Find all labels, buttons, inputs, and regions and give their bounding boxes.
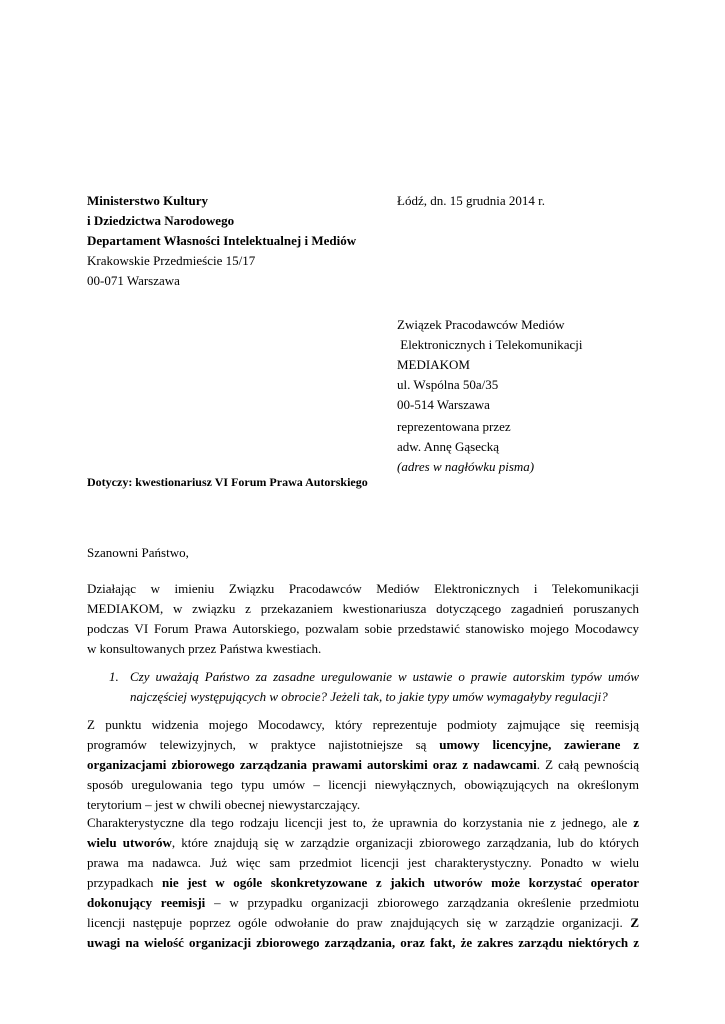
paragraph-line: Z punktu widzenia mojego Mocodawcy, który reprezentuje podmioty zajmujące się reemisją — [87, 717, 639, 732]
recipient-line-street: ul. Wspólna 50a/35 — [397, 377, 499, 392]
emphasis-text: nie jest w ogóle skonkretyzowane z jakich utworów może korzystać operator — [162, 875, 639, 890]
paragraph-text: , które znajdują się w zarządzie organizacji zbiorowego zarządzania, lub do których — [171, 835, 640, 850]
recipient-address — [397, 315, 583, 415]
sender-address — [87, 191, 356, 251]
paragraph-line — [87, 893, 639, 913]
paragraph-line — [87, 735, 639, 755]
paragraph-line — [87, 813, 639, 833]
question-number: 1. — [109, 669, 119, 684]
paragraph-text: – w przypadku organizacji zbiorowego zarządzania określenie przedmiotu — [205, 895, 640, 910]
emphasis-text: wielu utworów — [87, 835, 172, 850]
salutation: Szanowni Państwo, — [87, 545, 189, 560]
letter-subject: Dotyczy: kwestionariusz VI Forum Prawa Autorskiego — [87, 475, 368, 489]
intro-line: podczas VI Forum Prawa Autorskiego, pozwalam sobie przedstawić stanowisko mojego Mocodawcy — [87, 621, 639, 636]
sender-line-heritage: i Dziedzictwa Narodowego — [87, 213, 235, 228]
paragraph-text: przypadkach — [87, 875, 162, 890]
paragraph-line: prawa ma nadawca. Już więc sam przedmiot licencji jest charakterystyczny. Ponadto w wielu — [87, 855, 639, 870]
emphasis-text: umowy licencyjne, zawierane z — [439, 737, 640, 752]
recipient-line-name-cont: Elektronicznych i Telekomunikacji — [397, 337, 583, 352]
sender-street: Krakowskie Przedmieście 15/17 — [87, 253, 256, 268]
emphasis-text: Z — [630, 915, 639, 930]
question-line: najczęściej występujących w obrocie? Jeżeli tak, to jakie typy umów wymagałyby regulacji? — [130, 689, 608, 704]
recipient-line-postal: 00-514 Warszawa — [397, 397, 490, 412]
intro-line: MEDIAKOM, w związku z przekazaniem kwestionariusza dotyczącego zagadnień poruszanych — [87, 601, 639, 616]
sender-line-ministry: Ministerstwo Kultury — [87, 193, 208, 208]
paragraph-line — [87, 873, 639, 893]
emphasis-text: organizacjami zbiorowego zarządzania prawami autorskimi oraz z nadawcami — [87, 757, 537, 772]
recipient-line-acronym: MEDIAKOM — [397, 357, 470, 372]
intro-line: Działając w imieniu Związku Pracodawców Mediów Elektronicznych i Telekomunikacji — [87, 581, 639, 596]
representation-label: reprezentowana przez — [397, 419, 511, 434]
paragraph-text: Charakterystyczne dla tego rodzaju licencji jest to, że uprawnia do korzystania nie z jednego, ale — [87, 815, 634, 830]
paragraph-line: uwagi na wielość organizacji zbiorowego zarządzania, oraz fakt, że zakres zarządu niektórych z — [87, 935, 639, 950]
letter-date: Łódź, dn. 15 grudnia 2014 r. — [397, 193, 546, 208]
emphasis-text: z — [633, 815, 639, 830]
representative-name: adw. Annę Gąsecką — [397, 439, 500, 454]
sender-postal: 00-071 Warszawa — [87, 273, 180, 288]
answer-paragraph-2 — [87, 813, 639, 953]
paragraph-line — [87, 833, 639, 853]
recipient-line-name: Związek Pracodawców Mediów — [397, 317, 565, 332]
representation-block — [397, 417, 534, 477]
answer-paragraph-1 — [87, 715, 639, 815]
representative-address-note: (adres w nagłówku pisma) — [397, 459, 535, 474]
paragraph-text: licencji następuje poprzez ogóle odwołanie do praw znajdujących się w zarządzie organizacji. — [87, 915, 631, 930]
sender-street-block — [87, 251, 255, 291]
intro-line: w konsultowanych przez Państwa kwestiach. — [87, 641, 322, 656]
emphasis-text: dokonujący reemisji — [87, 895, 206, 910]
paragraph-text: programów telewizyjnych, w praktyce najistotniejsze są — [87, 737, 440, 752]
paragraph-text: . Z całą pewnością — [536, 757, 640, 772]
paragraph-line — [87, 913, 639, 933]
question-line: Czy uważają Państwo za zasadne uregulowanie w ustawie o prawie autorskim typów umów — [130, 669, 639, 684]
paragraph-line — [87, 755, 639, 775]
paragraph-line: sposób uregulowania tego typu umów – licencji niewyłącznych, obowiązujących na określonym — [87, 777, 639, 792]
paragraph-line: terytorium – jest w chwili obecnej niewystarczający. — [87, 797, 361, 812]
intro-paragraph — [87, 579, 639, 659]
question-text — [130, 667, 639, 707]
sender-line-department: Departament Własności Intelektualnej i Mediów — [87, 233, 357, 248]
